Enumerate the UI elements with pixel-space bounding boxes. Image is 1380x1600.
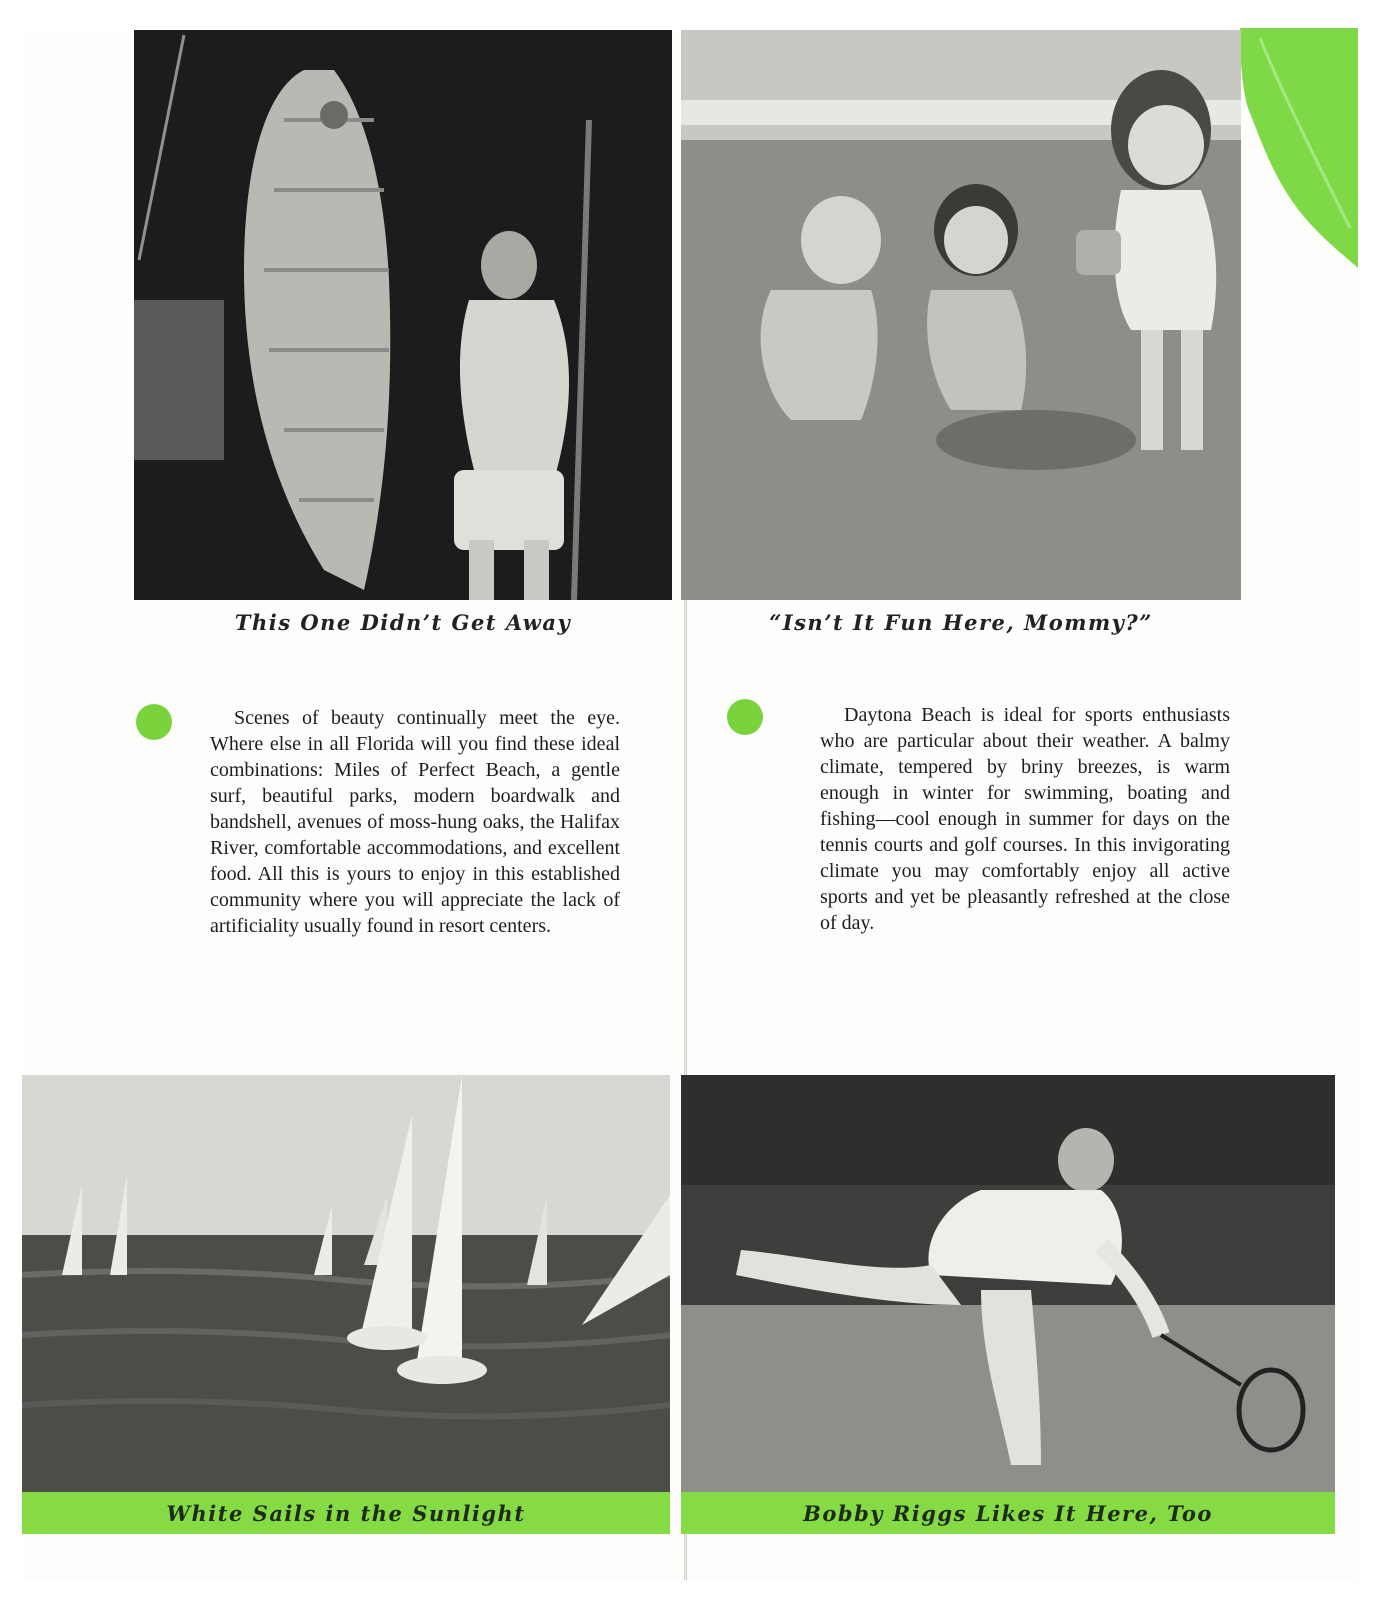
daytona-sports-paragraph: Daytona Beach is ideal for sports enthusiasts who are particular about their weather. A balmy climate, tempered by briny breezes, is warm enough in winter for swimming, boating and fishing—cool enough in summer for days on the tennis courts and golf courses. In this invigorating climate you may comfortably enjoy all active sports and yet be pleasantly refreshed at the close of day. [820, 704, 1230, 934]
sailboats-caption-band [22, 1492, 670, 1534]
children-photo-caption: “Isn’t It Fun Here, Mommy?” [769, 610, 1153, 635]
right-bullet-dot [727, 699, 763, 735]
fish-photo-caption: This One Didn’t Get Away [234, 610, 572, 635]
fish-photo [134, 30, 672, 600]
left-bullet-dot [136, 704, 172, 740]
tennis-caption-band [681, 1492, 1335, 1534]
tennis-photo-caption: Bobby Riggs Likes It Here, Too [803, 1500, 1213, 1526]
children-beach-photo [681, 30, 1241, 600]
green-leaf-decoration [1240, 28, 1358, 268]
scenes-of-beauty-paragraph: Scenes of beauty continually meet the eye. Where else in all Florida will you find these ideal combinations: Miles of Perfect Beach, a gentle surf, beautiful parks, modern boardwalk and bandshell, avenues of moss-hung oaks, the Halifax River, comfortable accommodations, and excellent food. All this is yours to enjoy in this established community where you will appreciate the lack of artificiality usually found in resort centers. [210, 707, 620, 937]
sailboats-photo-caption: White Sails in the Sunlight [166, 1500, 526, 1526]
tennis-player-photo [681, 1075, 1335, 1492]
sailboats-photo [22, 1075, 670, 1492]
